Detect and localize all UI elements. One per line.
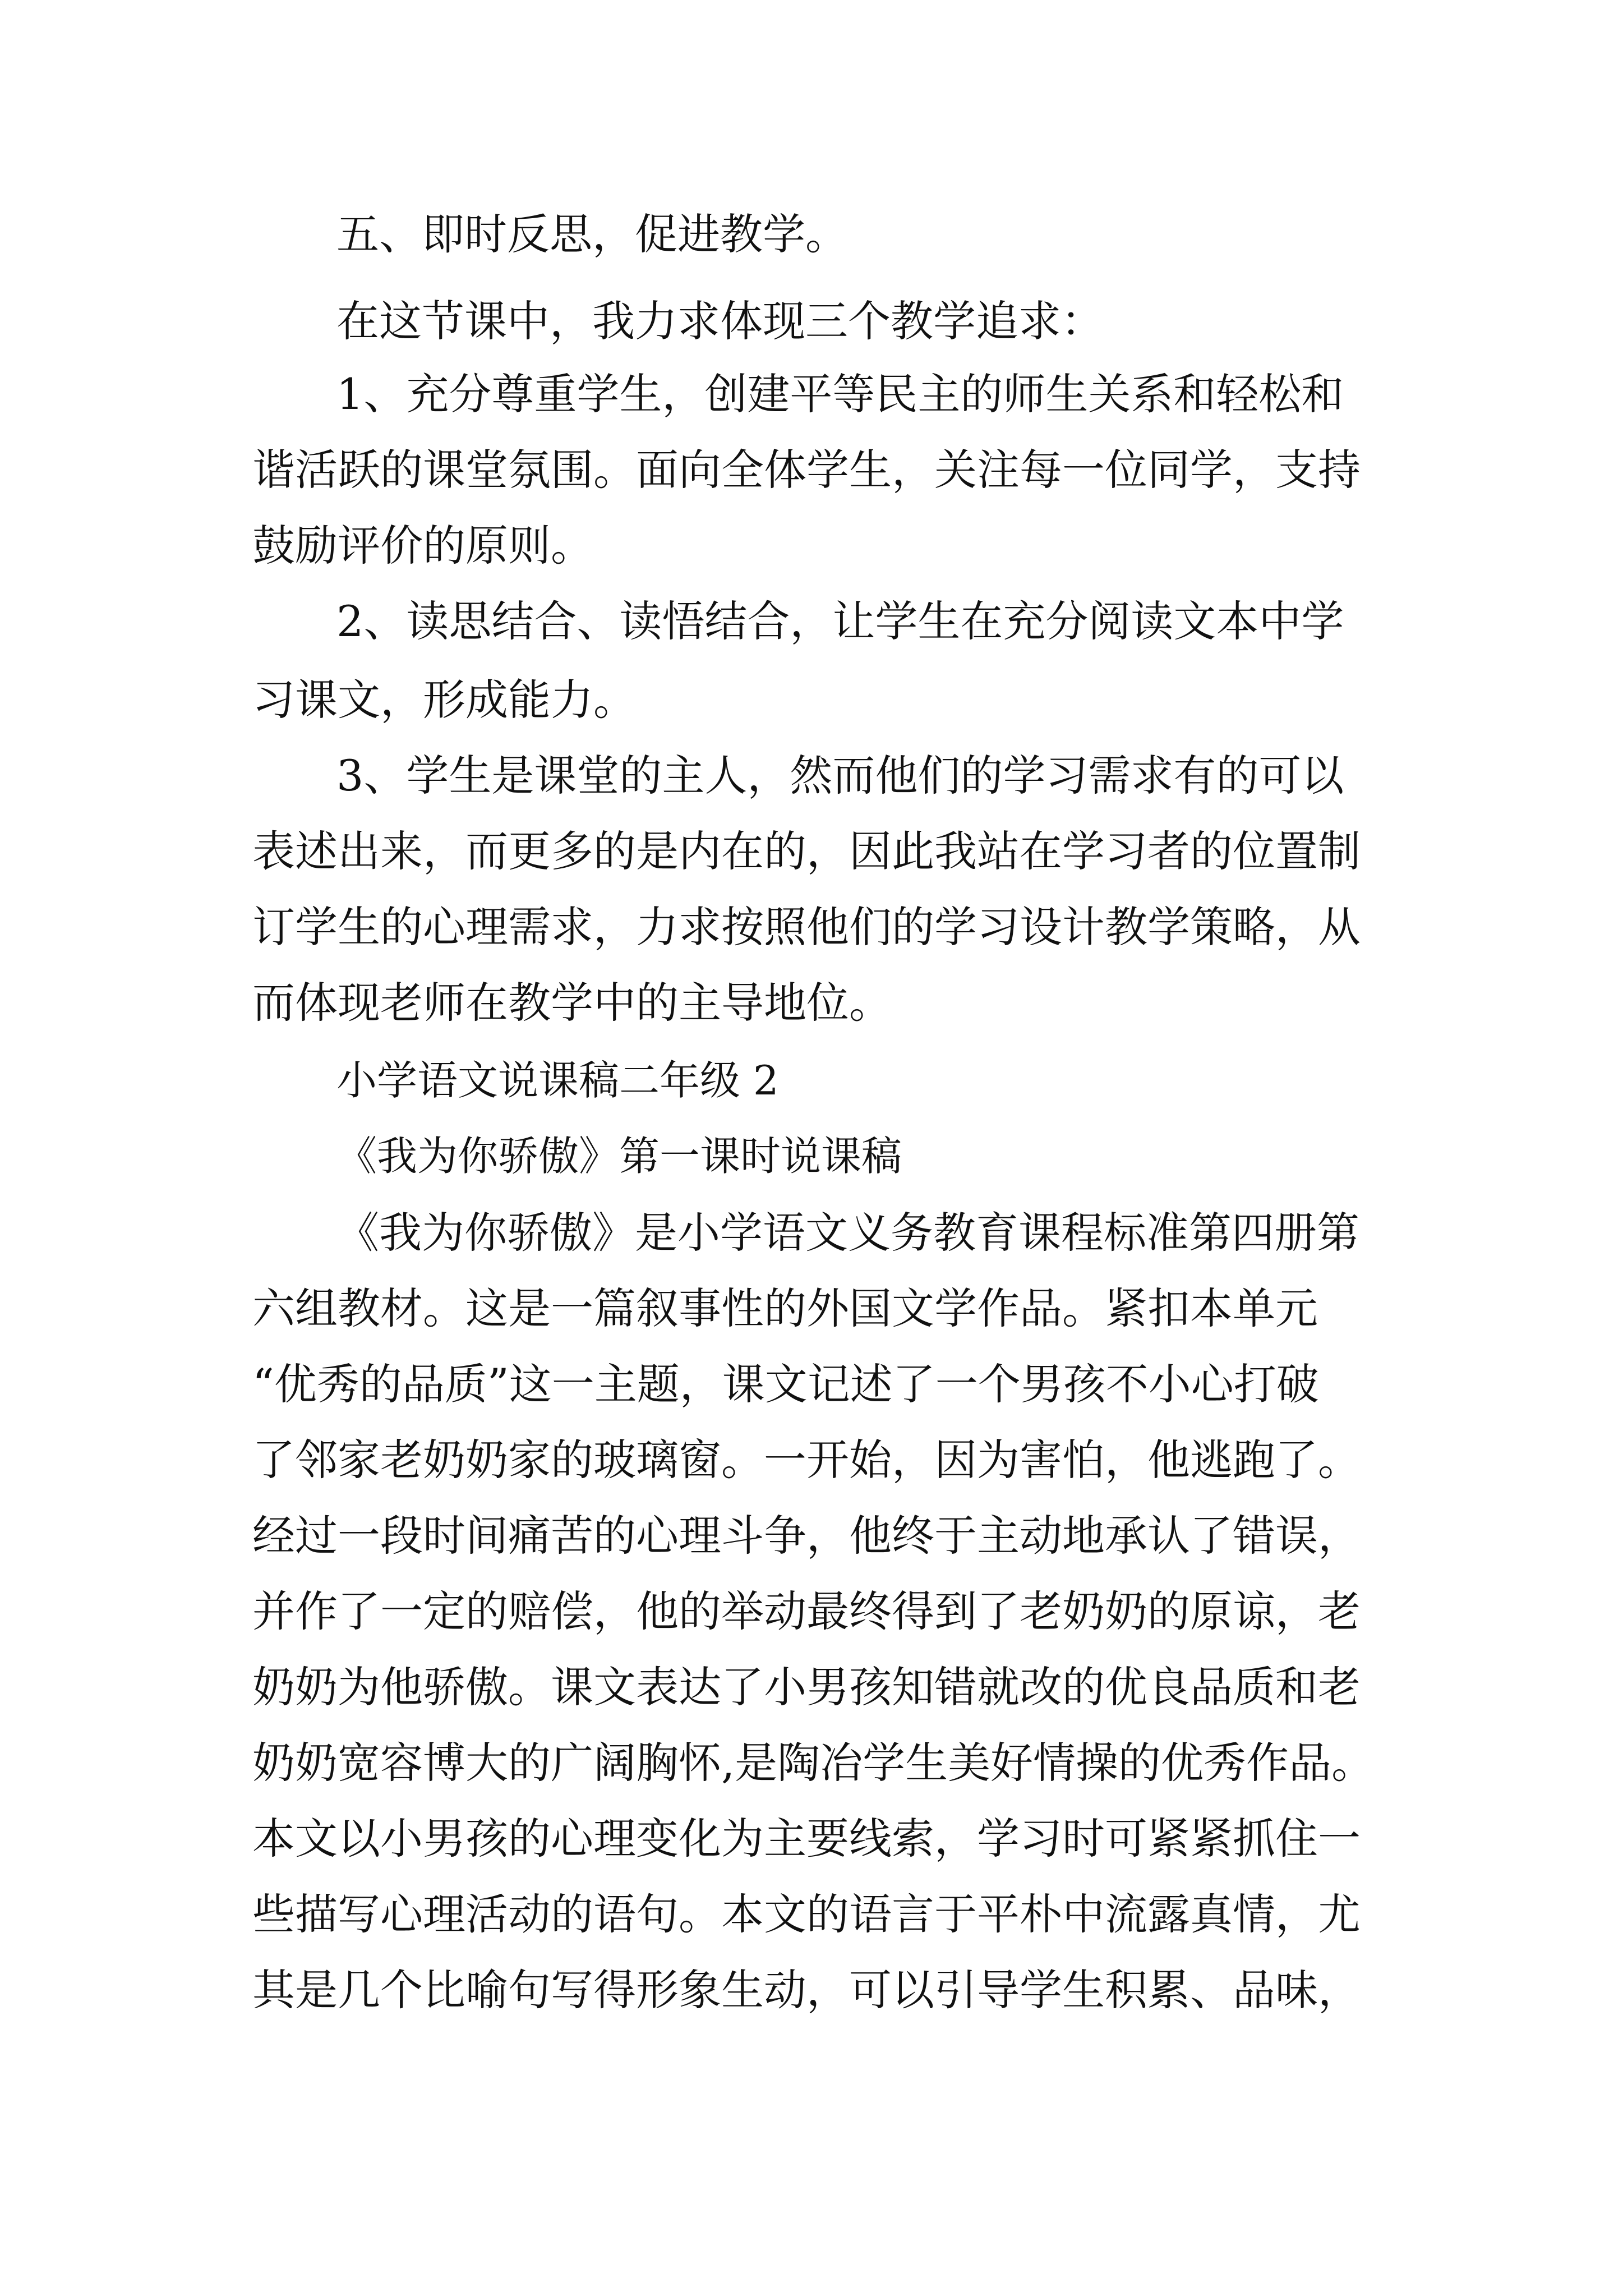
text-line: 订学生的心理需求，力求按照他们的学习设计教学策略，从 [252, 902, 1361, 952]
text-line: 并作了一定的赔偿，他的举动最终得到了老奶奶的原谅，老 [252, 1586, 1361, 1636]
text-line: 经过一段时间痛苦的心理斗争，他终于主动地承认了错误， [252, 1511, 1361, 1561]
text-line: 本文以小男孩的心理变化为主要线索，学习时可紧紧抓住一 [252, 1814, 1361, 1864]
text-line: 表述出来，而更多的是内在的，因此我站在学习者的位置制 [252, 826, 1361, 876]
text-line: 了邻家老奶奶家的玻璃窗。一开始，因为害怕，他逃跑了。 [252, 1435, 1361, 1485]
text-line: 《我为你骄傲》是小学语文义务教育课程标准第四册第 [336, 1208, 1359, 1258]
text-line: 2、读思结合、读悟结合，让学生在充分阅读文本中学 [336, 596, 1344, 646]
text-line: 3、学生是课堂的主人，然而他们的学习需求有的可以 [336, 751, 1344, 800]
text-line: 六组教材。这是一篇叙事性的外国文学作品。紧扣本单元 [252, 1283, 1318, 1333]
text-line: 奶奶宽容博大的广阔胸怀,是陶冶学生美好情操的优秀作品。 [252, 1738, 1375, 1788]
text-line: 而体现老师在教学中的主导地位。 [252, 978, 892, 1028]
text-line: 鼓励评价的原则。 [252, 521, 593, 570]
text-line: 1、充分尊重学生，创建平等民主的师生关系和轻松和 [336, 369, 1344, 419]
text-line: 五、即时反思，促进教学。 [336, 209, 848, 259]
text-line: 谐活跃的课堂氛围。面向全体学生，关注每一位同学，支持 [252, 445, 1361, 495]
text-line: 些描写心理活动的语句。本文的语言于平朴中流露真情，尤 [252, 1889, 1361, 1939]
text-line: 习课文，形成能力。 [252, 675, 636, 725]
text-line: 其是几个比喻句写得形象生动，可以引导学生积累、品味， [252, 1965, 1361, 2015]
section-heading: 小学语文说课稿二年级 2 [336, 1057, 779, 1104]
lesson-title: 《我为你骄傲》第一课时说课稿 [336, 1133, 902, 1180]
text-line: 在这节课中，我力求体现三个教学追求： [336, 296, 1104, 346]
text-line: “优秀的品质”这一主题，课文记述了一个男孩不小心打破 [252, 1359, 1319, 1409]
text-line: 奶奶为他骄傲。课文表达了小男孩知错就改的优良品质和老 [252, 1662, 1361, 1712]
